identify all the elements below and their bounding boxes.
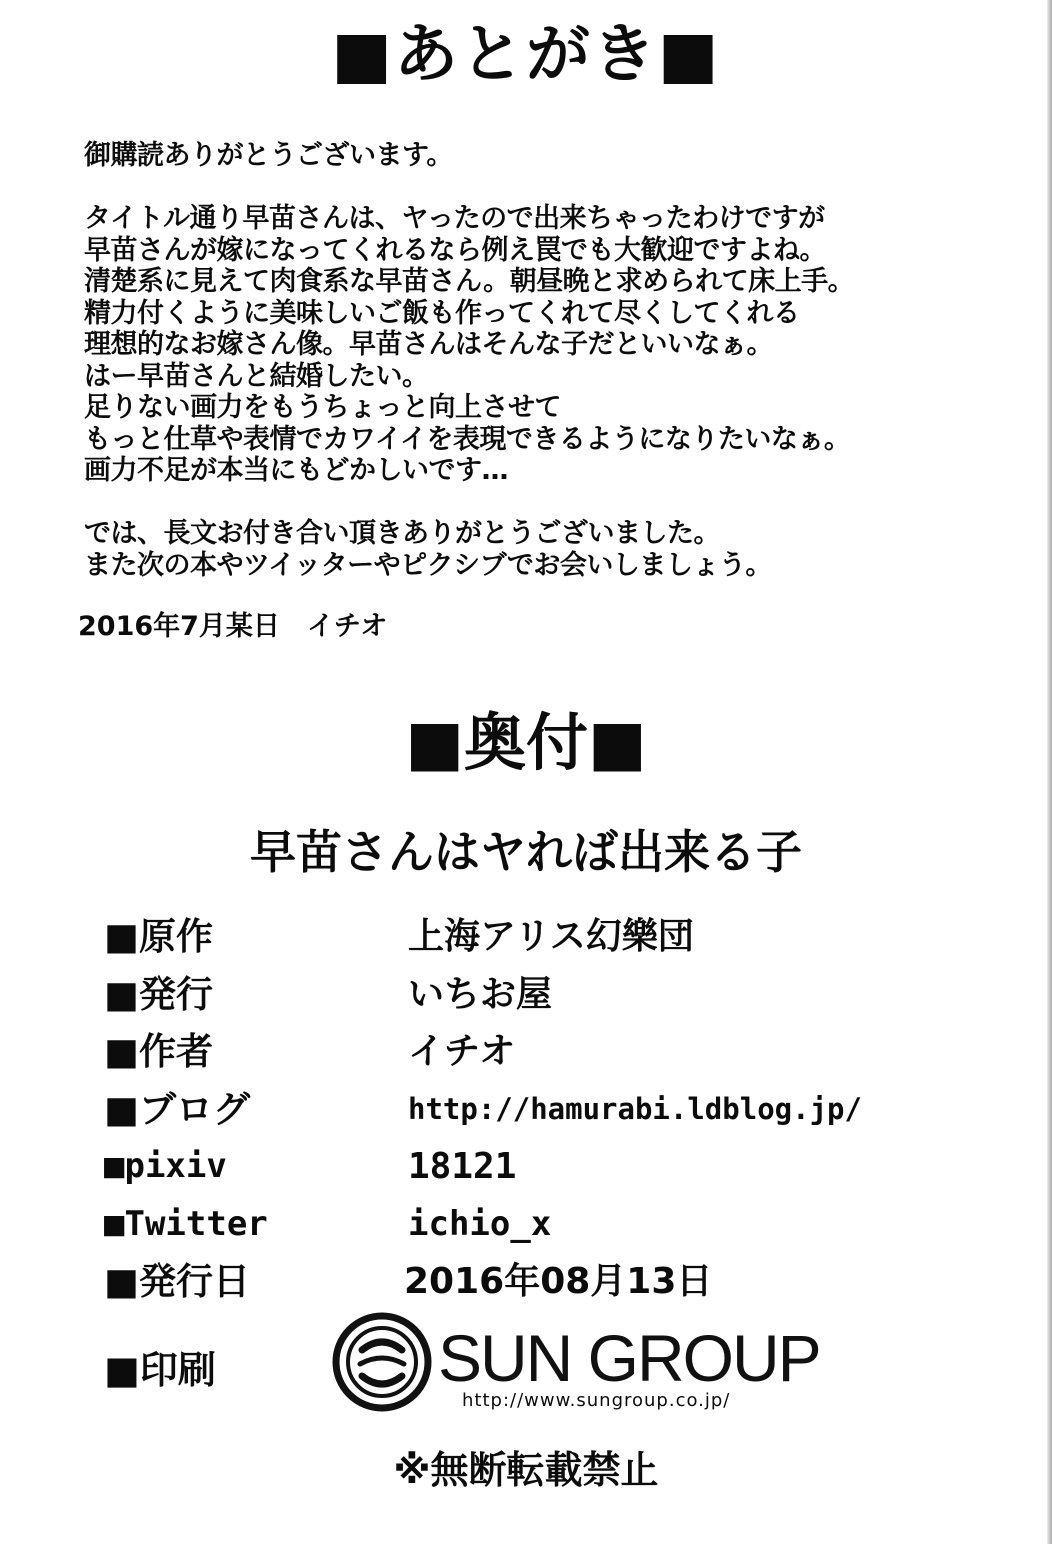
printer-name: SUN GROUP	[438, 1321, 820, 1395]
afterword-line: 精力付くように美味しいご飯も作ってくれて尽くしてくれる	[84, 297, 800, 329]
colophon-label: ■発行日	[104, 1260, 250, 1303]
colophon-label: ■pixiv	[104, 1146, 227, 1186]
colophon-row-original-work	[104, 908, 964, 966]
afterword-line: 画力不足が本当にもどかしいです…	[84, 455, 508, 486]
colophon-label: ■原作	[104, 915, 213, 958]
colophon-label: ■Twitter	[104, 1203, 268, 1244]
afterword-signature: 2016年7月某日 イチオ	[78, 611, 388, 642]
colophon-value: 上海アリス幻樂団	[408, 916, 694, 957]
colophon-table	[104, 908, 964, 1311]
afterword-line: タイトル通り早苗さんは、ヤったので出来ちゃったわけですが	[84, 203, 825, 234]
colophon-row-author	[104, 1023, 964, 1081]
colophon-row-publish-date	[104, 1253, 964, 1311]
colophon-value: http://hamurabi.ldblog.jp/	[408, 1091, 862, 1126]
colophon-value: イチオ	[408, 1031, 516, 1072]
afterword-line: 御購読ありがとうございます。	[84, 140, 453, 171]
colophon-row-blog	[104, 1081, 964, 1139]
afterword-line: 清楚系に見えて肉食系な早苗さん。朝昼晩と求められて床上手。	[84, 266, 855, 297]
afterword-line: また次の本やツイッターやピクシブでお会いしましょう。	[84, 549, 772, 581]
afterword-line: はー早苗さんと結婚したい。	[84, 360, 429, 392]
sun-group-logo-icon	[332, 1312, 432, 1412]
colophon-value: 18121	[408, 1146, 517, 1187]
afterword-body	[84, 140, 1024, 581]
printer-url: http://www.sungroup.co.jp/	[462, 1390, 731, 1411]
reproduction-notice: ※無断転載禁止	[393, 1448, 659, 1492]
afterword-line: 早苗さんが嫁になってくれるなら例え罠でも大歓迎ですよね。	[84, 234, 826, 266]
colophon-label: ■作者	[104, 1030, 213, 1073]
colophon-value: ichio_x	[408, 1203, 552, 1244]
colophon-label: ■発行	[104, 972, 213, 1016]
book-title: 早苗さんはヤれば出来る子	[250, 825, 802, 879]
afterword-line: もっと仕草や表情でカワイイを表現できるようになりたいなぁ。	[84, 423, 851, 455]
print-label: ■印刷	[104, 1348, 216, 1392]
colophon-title: ■奥付■	[405, 706, 647, 779]
afterword-line: 理想的なお嫁さん像。早苗さんはそんな子だといいなぁ。	[84, 329, 773, 360]
colophon-value: 2016年08月13日	[404, 1261, 713, 1302]
colophon-row-pixiv	[104, 1138, 964, 1196]
colophon-value: いちお屋	[408, 973, 553, 1015]
afterword-line: 足りない画力をもうちょっと向上させて	[84, 392, 561, 423]
afterword-title: ■あとがき■	[331, 18, 721, 92]
colophon-row-publisher	[104, 966, 964, 1024]
afterword-line: では、長文お付き合い頂きありがとうございました。	[84, 518, 720, 549]
colophon-label: ■ブログ	[104, 1087, 250, 1131]
colophon-row-twitter	[104, 1196, 964, 1254]
